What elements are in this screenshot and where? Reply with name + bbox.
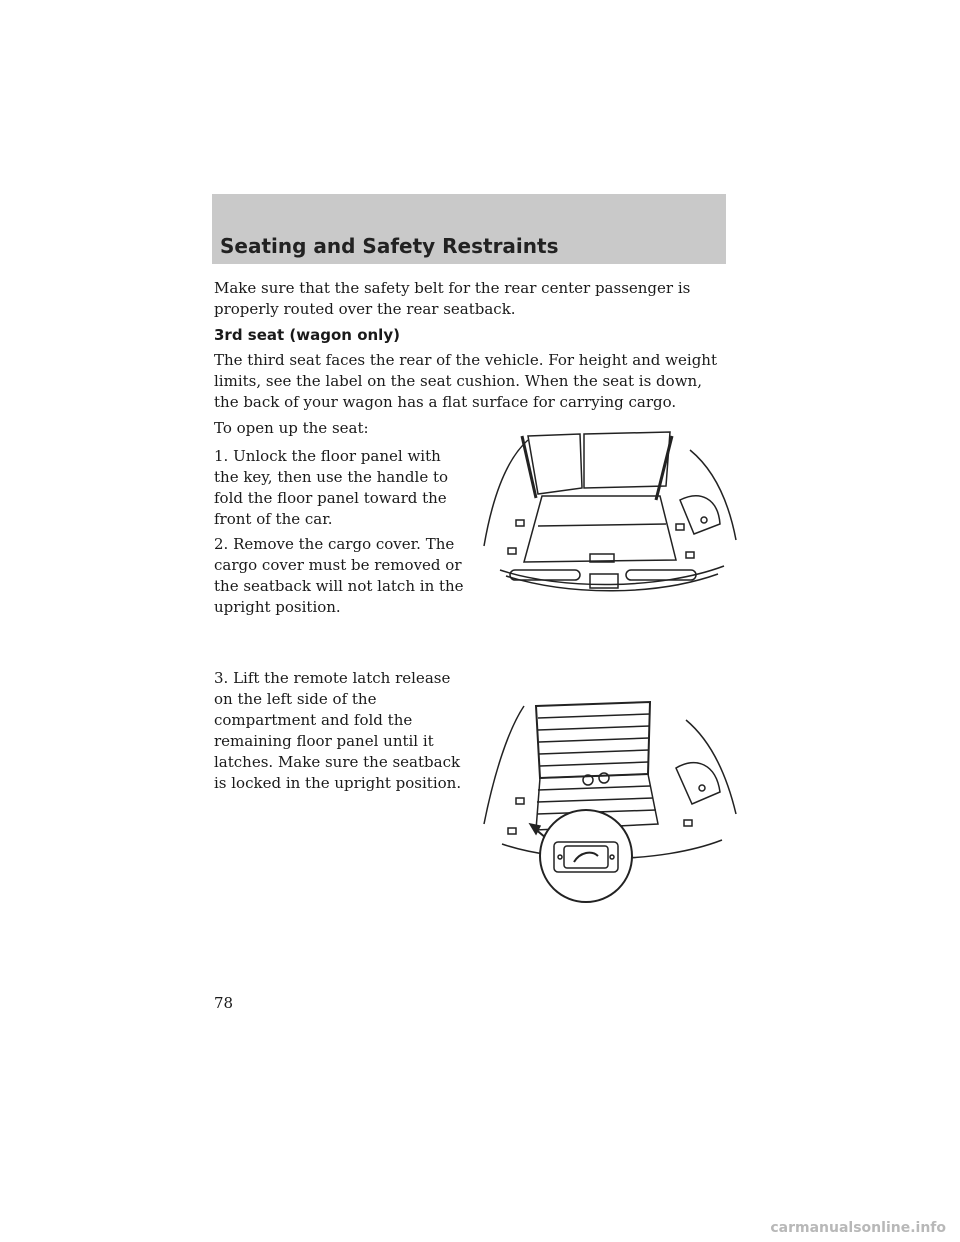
third-seat-heading: 3rd seat (wagon only): [214, 326, 400, 344]
watermark: carmanualsonline.info: [770, 1220, 946, 1236]
section-title: Seating and Safety Restraints: [220, 234, 559, 258]
remote-latch-release-illustration: [480, 694, 740, 910]
cargo-area-seat-raised-illustration: [480, 428, 740, 600]
step-3: 3. Lift the remote latch release on the left side of the compartment and fold the remaining floor panel until it latches. Make sure the seatback is locked in the upright position.: [214, 669, 462, 792]
header-band: [212, 194, 726, 264]
step-1: 1. Unlock the floor panel with the key, then use the handle to fold the floor panel toward the front of the car.: [214, 447, 449, 528]
page-number: 78: [214, 994, 234, 1012]
step-2: 2. Remove the cargo cover. The cargo cover must be removed or the seatback will not latch in the upright position.: [214, 535, 464, 616]
third-seat-description: The third seat faces the rear of the vehicle. For height and weight limits, see the label on the seat cushion. When the seat is down, the back of your wagon has a flat surface for carrying cargo.: [214, 351, 717, 411]
intro-paragraph: Make sure that the safety belt for the rear center passenger is properly routed over the rear seatback.: [214, 279, 691, 318]
open-intro: To open up the seat:: [214, 419, 369, 437]
